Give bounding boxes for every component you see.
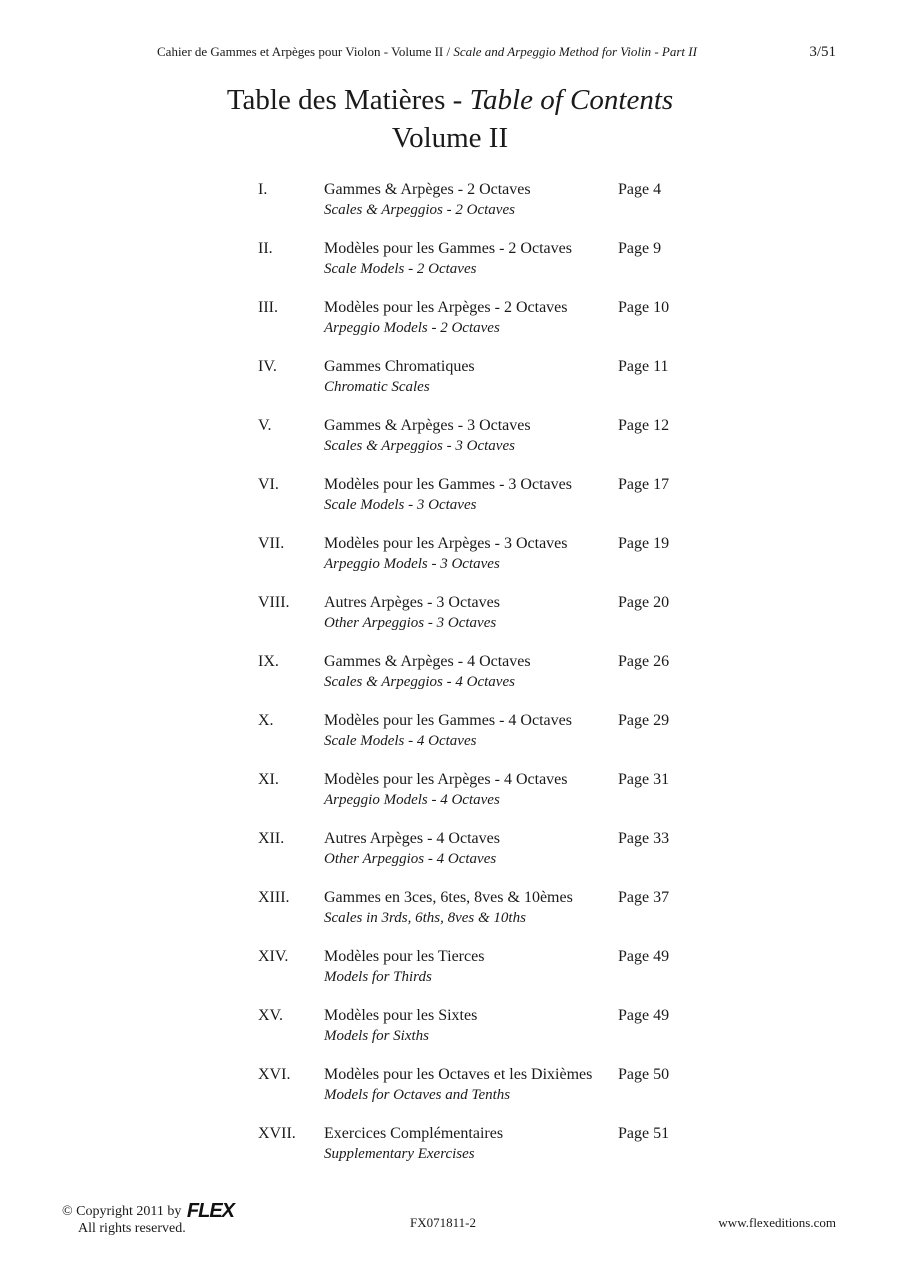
toc-entry-page: Page 9 [618,240,662,257]
website-link[interactable]: www.flexeditions.com [718,1215,836,1230]
rights-text: All rights reserved. [78,1221,186,1237]
toc-entry-page: Page 10 [618,299,670,316]
toc-entry-title-fr: Gammes & Arpèges - 3 Octaves [324,417,531,434]
toc-entry-title-en: Supplementary Exercises [324,1146,475,1162]
toc-entry-title-en: Arpeggio Models - 4 Octaves [324,792,500,808]
catalog-number: FX071811-2 [410,1215,476,1230]
toc-entry[interactable] [0,711,900,770]
toc-entry-title-fr: Autres Arpèges - 4 Octaves [324,830,500,847]
toc-entry-title-en: Arpeggio Models - 3 Octaves [324,556,500,572]
toc-entry-title-fr: Modèles pour les Arpèges - 3 Octaves [324,535,568,552]
toc-entry-title-en: Scales & Arpeggios - 4 Octaves [324,674,515,690]
toc-entry-title-en: Scale Models - 4 Octaves [324,733,477,749]
toc-entry[interactable] [0,357,900,416]
toc-entry[interactable] [0,770,900,829]
toc-entry-number: XVII. [258,1125,296,1142]
title-en: Table of Contents [469,84,674,116]
toc-entry-title-en: Scale Models - 2 Octaves [324,261,477,277]
page-number: 3/51 [809,44,836,60]
toc-entry-page: Page 50 [618,1066,670,1083]
running-title-fr: Cahier de Gammes et Arpèges pour Violon - Volume II / [157,44,454,59]
toc-entry-number: XV. [258,1007,284,1024]
toc-entry-number: XIV. [258,948,289,965]
toc-entry-title-en: Other Arpeggios - 4 Octaves [324,851,497,867]
toc-entry-title-fr: Gammes Chromatiques [324,358,475,375]
toc-entry-title-en: Arpeggio Models - 2 Octaves [324,320,500,336]
toc-entry-number: X. [258,712,274,729]
toc-entry-number: VIII. [258,594,290,611]
toc-entry[interactable] [0,1065,900,1124]
toc-entry-title-fr: Modèles pour les Gammes - 4 Octaves [324,712,572,729]
title-fr: Table des Matières - [226,84,470,116]
toc-entry-number: VII. [258,535,285,552]
toc-entry-number: VI. [258,476,279,493]
toc-entry-title-fr: Modèles pour les Sixtes [324,1007,478,1024]
toc-entry[interactable] [0,947,900,1006]
volume-title: Volume II [391,122,509,154]
toc-entry-title-fr: Exercices Complémentaires [324,1125,504,1142]
page-title [0,82,900,118]
toc-entry-title-fr: Modèles pour les Arpèges - 4 Octaves [324,771,568,788]
toc-entry-number: XII. [258,830,285,847]
toc-entry-page: Page 37 [618,889,670,906]
toc-entry-page: Page 31 [618,771,670,788]
toc-entry-number: I. [258,181,268,198]
toc-entry-page: Page 49 [618,1007,670,1024]
toc-entry-title-fr: Gammes & Arpèges - 4 Octaves [324,653,531,670]
toc-entry-title-fr: Modèles pour les Gammes - 2 Octaves [324,240,572,257]
toc-entry[interactable] [0,652,900,711]
toc-entry-number: XIII. [258,889,290,906]
toc-entry[interactable] [0,1006,900,1065]
running-title-en: Scale and Arpeggio Method for Violin - Part II [453,44,697,59]
toc-entry-title-fr: Modèles pour les Tierces [324,948,485,965]
toc-entry-title-fr: Gammes en 3ces, 6tes, 8ves & 10èmes [324,889,573,906]
toc-entry-page: Page 20 [618,594,670,611]
toc-entry-page: Page 19 [618,535,670,552]
toc-entry-title-en: Chromatic Scales [324,379,430,395]
toc-entry[interactable] [0,416,900,475]
toc-entry[interactable] [0,829,900,888]
toc-entry[interactable] [0,180,900,239]
copyright-text: © Copyright 2011 by [62,1204,182,1219]
toc-entry-number: II. [258,240,273,257]
toc-entry-title-fr: Autres Arpèges - 3 Octaves [324,594,500,611]
toc-entry[interactable] [0,475,900,534]
toc-entry-page: Page 33 [618,830,670,847]
toc-entry-number: XI. [258,771,279,788]
toc-entry-page: Page 11 [618,358,669,375]
toc-entry[interactable] [0,298,900,357]
toc-entry-number: XVI. [258,1066,291,1083]
toc-entry-page: Page 12 [618,417,670,434]
toc-entry-page: Page 4 [618,181,662,198]
page-header [0,44,900,64]
toc-entry-title-fr: Modèles pour les Arpèges - 2 Octaves [324,299,568,316]
toc-entry-title-fr: Gammes & Arpèges - 2 Octaves [324,181,531,198]
toc-entry[interactable] [0,534,900,593]
toc-entry-page: Page 51 [618,1125,670,1142]
toc-entry-title-en: Scales & Arpeggios - 2 Octaves [324,202,515,218]
toc-entry-title-en: Scale Models - 3 Octaves [324,497,477,513]
toc-entry-title-en: Models for Octaves and Tenths [324,1087,511,1103]
toc-entry-page: Page 17 [618,476,670,493]
toc-entry-title-en: Models for Thirds [324,969,432,985]
copyright-notice [62,1200,235,1237]
toc-entry-title-en: Other Arpeggios - 3 Octaves [324,615,497,631]
toc-entry-page: Page 49 [618,948,670,965]
toc-entry-title-en: Models for Sixths [324,1028,429,1044]
toc-entry-page: Page 29 [618,712,670,729]
toc-entry-page: Page 26 [618,653,670,670]
running-title [157,44,697,60]
toc-entry-number: IV. [258,358,277,375]
toc-entry[interactable] [0,1124,900,1183]
toc-entry-number: IX. [258,653,279,670]
toc-entry-number: V. [258,417,272,434]
toc-entry-number: III. [258,299,278,316]
toc-entry-title-fr: Modèles pour les Gammes - 3 Octaves [324,476,572,493]
toc-entry-title-en: Scales & Arpeggios - 3 Octaves [324,438,515,454]
toc-entry[interactable] [0,593,900,652]
toc-entry[interactable] [0,888,900,947]
toc-entry-title-fr: Modèles pour les Octaves et les Dixièmes [324,1066,593,1083]
toc-entry-title-en: Scales in 3rds, 6ths, 8ves & 10ths [324,910,526,926]
flex-logo: FLEX [186,1200,235,1223]
table-of-contents [0,180,900,1183]
toc-entry[interactable] [0,239,900,298]
